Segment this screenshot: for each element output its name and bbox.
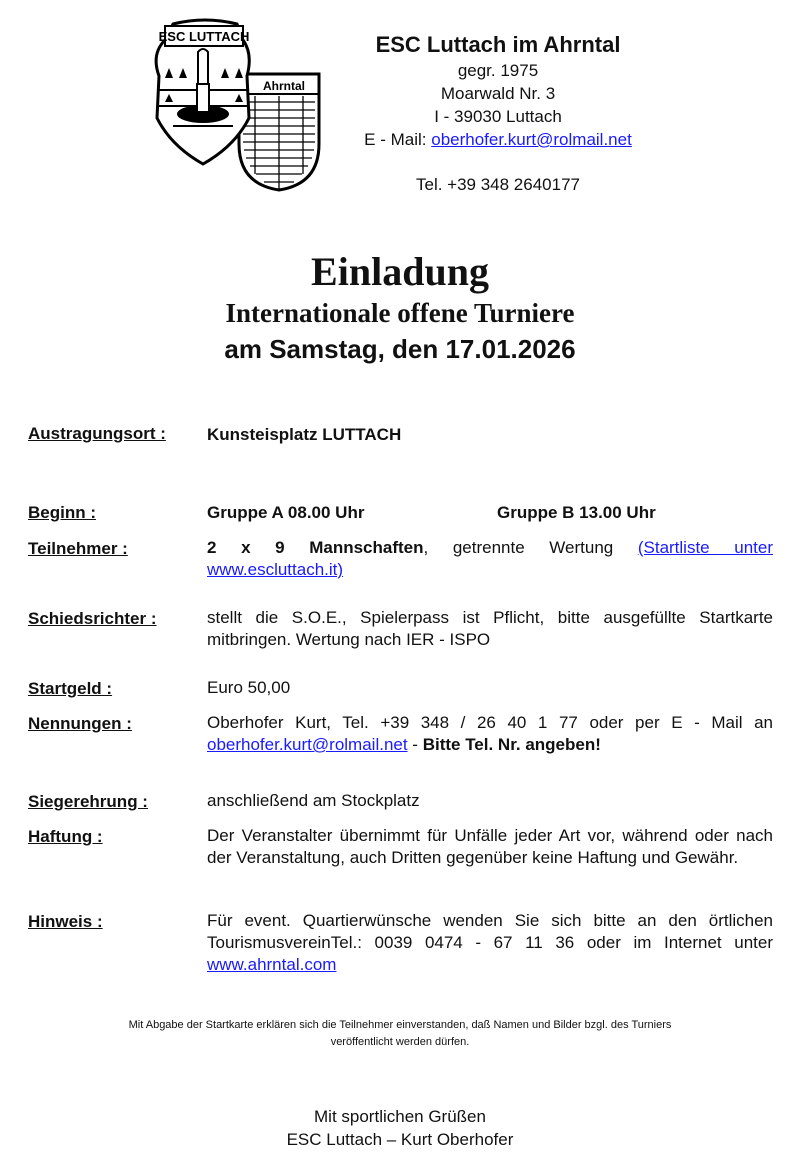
city-line: I - 39030 Luttach bbox=[434, 107, 562, 126]
awards-value: anschließend am Stockplatz bbox=[207, 791, 420, 810]
email-link[interactable]: oberhofer.kurt@rolmail.net bbox=[431, 130, 632, 149]
fee-label: Startgeld : bbox=[28, 679, 113, 698]
registration-sep: - bbox=[407, 735, 423, 754]
fee-value: Euro 50,00 bbox=[207, 678, 291, 697]
awards-label: Siegerehrung : bbox=[28, 792, 148, 811]
referee-label: Schiedsrichter : bbox=[28, 609, 157, 628]
note-label: Hinweis : bbox=[28, 912, 103, 931]
ahrntal-shield bbox=[239, 74, 319, 190]
liability-label: Haftung : bbox=[28, 827, 103, 846]
registration-email-link[interactable]: oberhofer.kurt@rolmail.net bbox=[207, 735, 408, 754]
group-a-time: Gruppe A 08.00 Uhr bbox=[207, 503, 365, 522]
liability-value: Der Veranstalter übernimmt für Unfälle jeder Art vor, während oder nach der Veranstaltung, auch Dritten gegenüber keine Haftung und Gewähr. bbox=[207, 826, 773, 867]
referee-value: stellt die S.O.E., Spielerpass ist Pflicht, bitte ausgefüllte Startkarte mitbringen. Wertung nach IER - ISPO bbox=[207, 608, 773, 649]
svg-text:Ahrntal: Ahrntal bbox=[263, 79, 305, 93]
participants-text: , getrennte Wertung bbox=[423, 538, 638, 557]
participants-value bbox=[207, 537, 773, 581]
ahrntal-link[interactable]: www.ahrntal.com bbox=[207, 955, 337, 974]
club-name: ESC Luttach im Ahrntal bbox=[375, 32, 621, 57]
participants-label: Teilnehmer : bbox=[28, 539, 128, 558]
street-line: Moarwald Nr. 3 bbox=[440, 84, 556, 103]
esc-luttach-shield bbox=[156, 20, 249, 164]
note-value bbox=[207, 910, 773, 976]
founded-line: gegr. 1975 bbox=[457, 61, 539, 80]
venue-label: Austragungsort : bbox=[28, 424, 166, 443]
event-date: am Samstag, den 17.01.2026 bbox=[224, 334, 576, 364]
startlist-link[interactable]: (Startliste unter www.escluttach.it) bbox=[207, 538, 773, 579]
venue-value: Kunsteisplatz LUTTACH bbox=[207, 425, 402, 444]
signature: ESC Luttach – Kurt Oberhofer bbox=[286, 1130, 514, 1149]
greeting: Mit sportlichen Grüßen bbox=[314, 1107, 486, 1126]
start-label: Beginn : bbox=[28, 503, 96, 522]
phone-line: Tel. +39 348 2640177 bbox=[415, 175, 580, 194]
participants-count: 2 x 9 Mannschaften bbox=[207, 538, 424, 557]
note-text: Für event. Quartierwünsche wenden Sie sich bitte an den örtlichen TourismusvereinTel.: 0039 0474 - 67 11 36 oder im Internet unter bbox=[207, 911, 773, 952]
registration-value bbox=[207, 712, 773, 756]
club-crest-logo bbox=[143, 14, 329, 192]
group-b-time: Gruppe B 13.00 Uhr bbox=[497, 503, 656, 522]
registration-note: Bitte Tel. Nr. angeben! bbox=[422, 735, 601, 754]
page-title: Einladung bbox=[311, 249, 489, 294]
registration-label: Nennungen : bbox=[28, 714, 132, 733]
svg-text:ESC LUTTACH: ESC LUTTACH bbox=[158, 29, 250, 44]
email-label: E - Mail: bbox=[364, 130, 432, 149]
email-line bbox=[330, 130, 666, 150]
disclaimer-line-1: Mit Abgabe der Startkarte erklären sich die Teilnehmer einverstanden, daß Namen und Bilder bzgl. des Turniers bbox=[128, 1019, 672, 1031]
registration-text: Oberhofer Kurt, Tel. +39 348 / 26 40 1 77 oder per E - Mail an bbox=[207, 713, 773, 732]
disclaimer-line-2: veröffentlicht werden dürfen. bbox=[330, 1036, 470, 1048]
page-subtitle: Internationale offene Turniere bbox=[225, 298, 575, 328]
